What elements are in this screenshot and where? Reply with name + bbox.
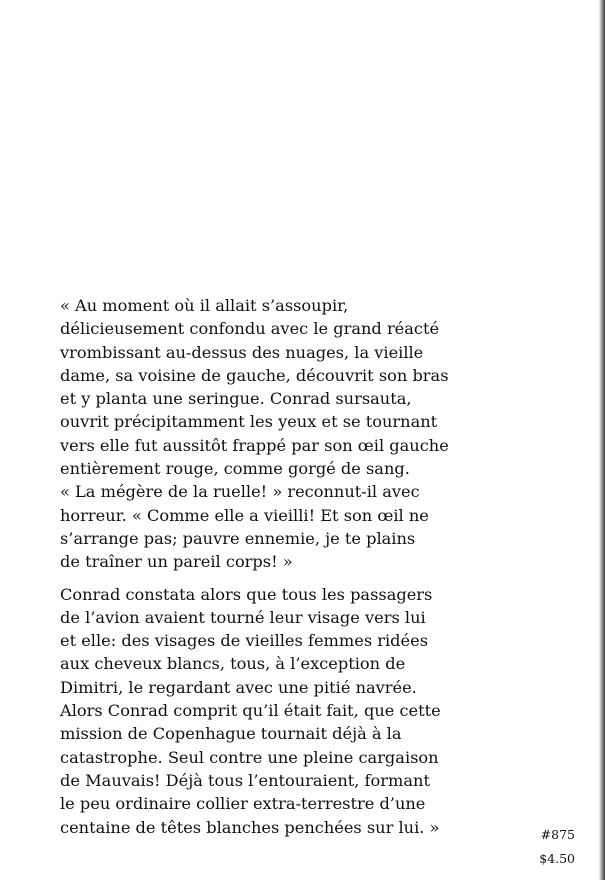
excerpt-paragraph-2 — [60, 583, 600, 839]
text-line: le peu ordinaire collier extra-terrestre d’une — [60, 794, 426, 814]
text-line: Dimitri, le regardant avec une pitié navrée. — [60, 677, 417, 697]
price-label: $4.50 — [539, 851, 575, 866]
text-line: ouvrit précipitamment les yeux et se tournant — [60, 412, 438, 432]
text-line: centaine de têtes blanches penchées sur lui. » — [60, 817, 440, 837]
text-line: vrombissant au-dessus des nuages, la vieille — [60, 342, 424, 362]
text-line: s’arrange pas; pauvre ennemie, je te plains — [60, 528, 416, 548]
text-line: « Au moment où il allait s’assoupir, — [60, 296, 349, 315]
text-line: aux cheveux blancs, tous, à l’exception de — [60, 654, 406, 674]
text-line: de traîner un pareil corps! » — [60, 552, 293, 572]
text-line: et y planta une seringue. Conrad sursauta, — [60, 389, 412, 409]
text-line: Alors Conrad comprit qu’il était fait, que cette — [60, 701, 441, 721]
text-line: de Mauvais! Déjà tous l’entouraient, formant — [60, 770, 430, 790]
text-line: de l’avion avaient tourné leur visage vers lui — [60, 607, 426, 627]
text-line: Conrad constata alors que tous les passagers — [60, 584, 433, 604]
text-line: délicieusement confondu avec le grand réacté — [60, 319, 440, 339]
text-line: mission de Copenhague tournait déjà à la — [60, 724, 402, 744]
text-line: dame, sa voisine de gauche, découvrit son bras — [60, 365, 449, 385]
catalog-number: #875 — [540, 827, 575, 842]
excerpt-paragraph-1 — [60, 294, 600, 574]
text-line: catastrophe. Seul contre une pleine cargaison — [60, 747, 439, 767]
text-line: et elle: des visages de vieilles femmes ridées — [60, 631, 429, 651]
book-excerpt — [60, 294, 600, 839]
text-line: entièrement rouge, comme gorgé de sang. — [60, 459, 410, 479]
text-line: « La mégère de la ruelle! » reconnut-il avec — [60, 482, 420, 502]
text-line: horreur. « Comme elle a vieilli! Et son œil ne — [60, 505, 429, 525]
catalog-info — [539, 827, 575, 867]
text-line: vers elle fut aussitôt frappé par son œil gauche — [60, 435, 449, 455]
